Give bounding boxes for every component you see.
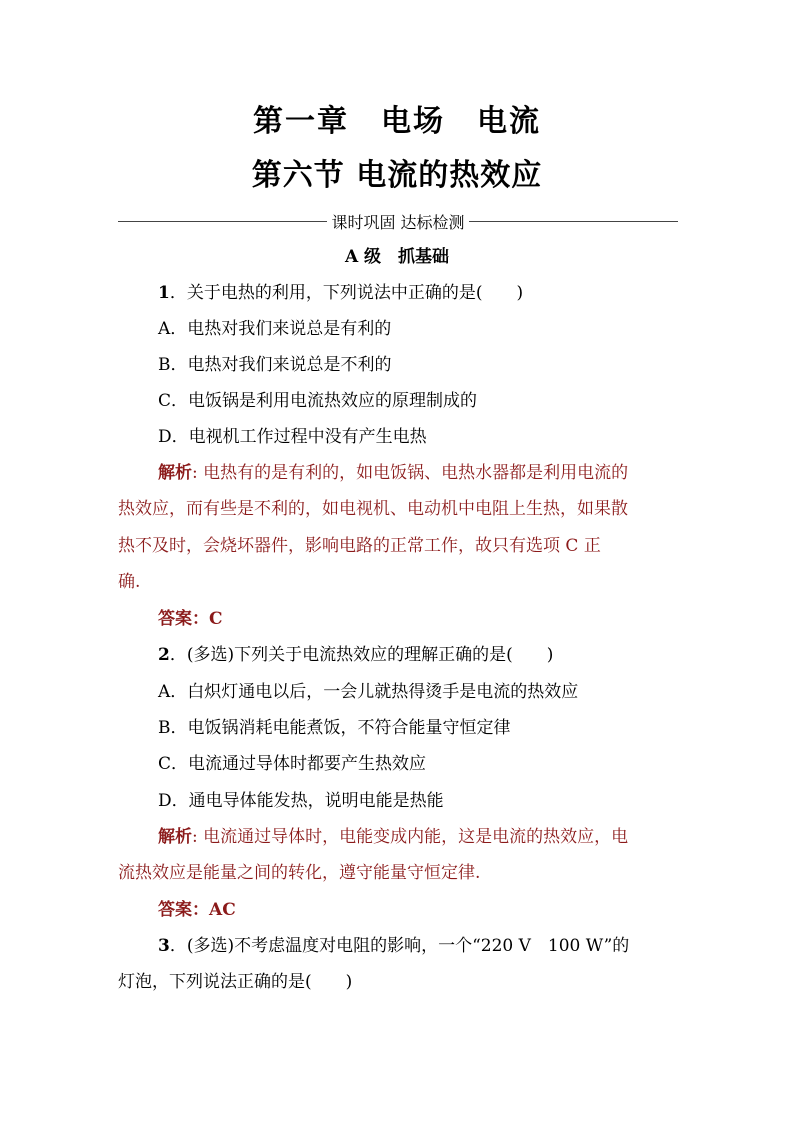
question-2-answer-label: 答案 xyxy=(158,900,192,920)
question-1-answer-value: ：C xyxy=(192,609,223,629)
question-2-answer xyxy=(158,898,678,922)
question-2-option-b: B．电饭锅消耗电能煮饭，不符合能量守恒定律 xyxy=(158,718,511,738)
chapter-title: 第一章 电场 电流 xyxy=(253,104,541,139)
question-1-stem xyxy=(158,281,678,305)
section-title: 第六节 电流的热效应 xyxy=(251,158,543,193)
question-1-answer xyxy=(158,607,678,631)
question-2-stem xyxy=(158,643,678,667)
question-1-analysis-line-4: 确. xyxy=(118,572,141,592)
question-1-analysis-line-2: 热效应，而有些是不利的，如电视机、电动机中电阻上生热，如果散 xyxy=(118,499,628,519)
question-2-option-a: A．白炽灯通电以后，一会儿就热得烫手是电流的热效应 xyxy=(158,682,579,702)
level-heading: A 级 抓基础 xyxy=(344,247,450,267)
section-banner xyxy=(118,208,678,234)
question-2-text: ．(多选)下列关于电流热效应的理解正确的是( ) xyxy=(169,645,554,665)
question-1-answer-label: 答案 xyxy=(158,609,192,629)
question-1-analysis-line-1: 解析: 电热有的是有利的，如电饭锅、电热水器都是利用电流的 xyxy=(158,463,629,483)
banner-rule-right xyxy=(469,221,678,222)
question-2-analysis-line-1: 解析: 电流通过导体时，电能变成内能，这是电流的热效应，电 xyxy=(158,827,629,847)
question-2-analysis-label: 解析 xyxy=(158,827,192,847)
question-1-number: 1 xyxy=(158,283,170,303)
question-3-stem-line-2: 灯泡，下列说法正确的是( ) xyxy=(118,972,353,992)
banner-text: 课时巩固 达标检测 xyxy=(331,212,465,232)
question-1-option-c: C．电饭锅是利用电流热效应的原理制成的 xyxy=(158,391,478,411)
question-1-analysis-line-3: 热不及时，会烧坏器件，影响电路的正常工作，故只有选项 C 正 xyxy=(118,536,601,556)
question-3-stem-line-1: 3．(多选)不考虑温度对电阻的影响，一个“220 V 100 W”的 xyxy=(158,936,630,956)
question-2-analysis-line-2: 流热效应是能量之间的转化，遵守能量守恒定律. xyxy=(118,863,481,883)
question-2-option-c: C．电流通过导体时都要产生热效应 xyxy=(158,754,427,774)
question-1-option-d: D．电视机工作过程中没有产生电热 xyxy=(158,427,427,447)
question-1-option-a: A．电热对我们来说总是有利的 xyxy=(158,319,392,339)
question-2-number: 2 xyxy=(158,645,170,665)
banner-rule-left xyxy=(118,221,327,222)
question-1-option-b: B．电热对我们来说总是不利的 xyxy=(158,355,392,375)
question-3-number: 3 xyxy=(158,936,170,956)
question-2-answer-value: ：AC xyxy=(192,900,236,920)
question-1-text: ．关于电热的利用，下列说法中正确的是( ) xyxy=(169,283,524,303)
question-1-analysis-label: 解析 xyxy=(158,463,192,483)
question-2-option-d: D．通电导体能发热，说明电能是热能 xyxy=(158,791,444,811)
